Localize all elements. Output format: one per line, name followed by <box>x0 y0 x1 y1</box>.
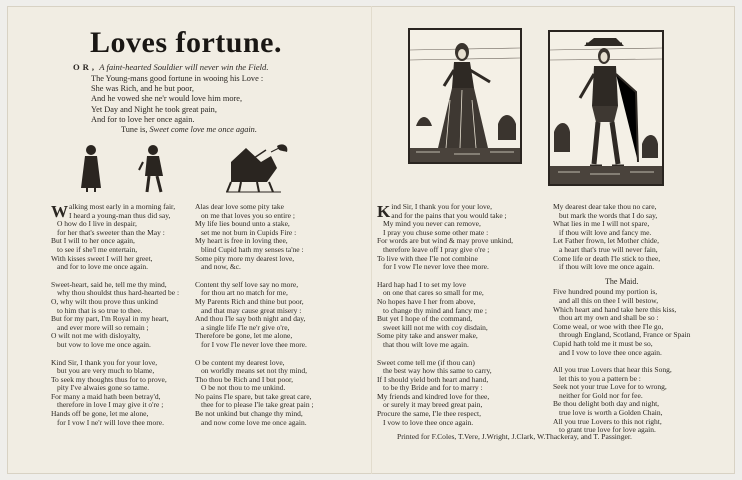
verse-line: Therefore be gone, let me alone, <box>195 331 293 341</box>
intro-line: And he vowed she ne'r would love him more, <box>91 94 243 104</box>
section-heading: The Maid. <box>605 276 639 286</box>
verse-line: Some pity more my dearest love, <box>195 253 295 263</box>
verse-line: My mind you never can remove, <box>383 219 481 229</box>
verse-line: neither for Gold nor for fee. <box>559 390 643 400</box>
verse-line: through England, Scotland, France or Spain <box>559 330 691 340</box>
verse-line: sweet kill not me with coy disdain, <box>383 322 488 332</box>
verse-line: I pray you chuse some other mate : <box>383 227 489 237</box>
verse-line: Cupid hath told me it must be so, <box>553 338 653 348</box>
verse-line: For many a maid hath been betray'd, <box>51 391 161 401</box>
verse-line: My dearest dear take thou no care, <box>553 202 657 211</box>
woman-woodcut-icon <box>408 28 522 164</box>
verse-line: true love is worth a Golden Chain, <box>559 408 663 418</box>
verse-line: Five hundred pound my portion is, <box>553 287 658 297</box>
verse-line: All you true Lovers that hear this Song, <box>553 365 672 375</box>
text-column-1 <box>51 203 179 436</box>
tune-label: Tune is, <box>121 125 148 135</box>
verse-line: My life lies bound unto a stake, <box>195 219 290 229</box>
verse-line: on me that loves you so entire ; <box>201 210 295 220</box>
verse-line: the best way how this same to carry, <box>383 366 492 376</box>
verse-line: for I vow I ne'r will love thee more. <box>57 417 164 427</box>
verse-line: thee for to please I'le take great pain ; <box>201 400 314 410</box>
tune-line <box>91 125 263 135</box>
verse-line: and now, &c. <box>201 262 241 272</box>
verse-line: What lies in me I will not spare, <box>553 219 650 229</box>
verse-line: Alas dear love some pity take <box>195 202 284 211</box>
verse-line: for I vow I'le never love thee more. <box>383 262 489 272</box>
stanza <box>195 281 314 350</box>
text-column-2 <box>195 203 314 436</box>
verse-line: Hands off be gone, let me alone, <box>51 409 149 419</box>
verse-line: O be content my dearest love, <box>195 357 285 367</box>
intro-block <box>91 74 263 135</box>
verse-line: No hopes have I her from above, <box>377 296 476 306</box>
verse-line: But I will to her once again, <box>51 236 135 246</box>
printer-imprint: Printed for F.Coles, T.Vere, J.Wright, J.Clark, W.Thackeray, and T. Passinger. <box>397 432 632 442</box>
verse-line: Some pity take and answer make, <box>377 331 478 341</box>
stanza <box>51 203 179 272</box>
stanza <box>553 288 690 357</box>
verse-line: and for to love me once again. <box>57 262 149 272</box>
verse-line: Come weal, or woe with thee I'le go, <box>553 321 664 331</box>
verse-line: If I should yield both heart and hand, <box>377 374 489 384</box>
verse-line: and I vow to love thee once again. <box>559 347 662 357</box>
broadside-sheet <box>7 6 735 474</box>
verse-line: But for my part, I'm Royal in my heart, <box>51 314 169 324</box>
verse-line: For words are but wind & may prove unkind, <box>377 236 514 246</box>
verse-line: why thou shouldst thus hard-hearted be : <box>57 288 180 298</box>
verse-line: Come life or death I'le stick to thee, <box>553 253 661 263</box>
verse-line: blind Cupid hath my senses ta'ne : <box>201 244 304 254</box>
intro-line: Yet Day and Night he took great pain, <box>91 104 217 114</box>
page-title: Loves fortune. <box>90 26 282 59</box>
verse-line: on worldly means set not thy mind, <box>201 366 308 376</box>
verse-line: and now come love me once again. <box>201 417 307 427</box>
verse-line: Hard hap had I to set my love <box>377 279 466 289</box>
verse-line: to change thy mind and fancy me ; <box>383 305 487 315</box>
stanza <box>553 366 690 435</box>
verse-line: Let Father frown, let Mother chide, <box>553 236 660 246</box>
cavalier-woodcut-icon <box>548 30 664 186</box>
verse-line: Be thou delight both day and night, <box>553 399 660 409</box>
verse-line: to see if she'l me entertain, <box>57 244 138 254</box>
stanza <box>51 359 179 428</box>
verse-line: O, why wilt thou prove thus unkind <box>51 296 158 306</box>
verse-line: for thou art no match for me, <box>201 288 288 298</box>
verse-line: My heart is free in loving thee, <box>195 236 288 246</box>
verse-line: ind Sir, I thank you for your love, <box>391 202 492 211</box>
verse-line: set me not burn in Cupids Fire : <box>201 227 297 237</box>
verse-line: O be not thou to me unkind. <box>201 383 286 393</box>
verse-line: All you true Lovers to this not right, <box>553 416 662 426</box>
intro-line: And for to love her once again. <box>91 114 195 124</box>
stanza <box>195 359 314 428</box>
fold-line <box>371 6 372 474</box>
verse-line: With kisses sweet I will her greet, <box>51 253 153 263</box>
verse-line: therefore in love I may give it o're ; <box>57 400 164 410</box>
verse-line: therefore leave off I pray give o're ; <box>383 244 490 254</box>
verse-line: and all this on thee I will bestow, <box>559 295 659 305</box>
verse-line: or surely it may breed great pain, <box>383 400 483 410</box>
stanza <box>195 203 314 272</box>
verse-line: Sweet come tell me (if thou can) <box>377 357 475 367</box>
verse-line: a heart that's true will never fain, <box>559 244 658 254</box>
verse-line: for I vow I'le never love thee more. <box>201 339 307 349</box>
stanza <box>553 203 690 272</box>
verse-line: but vow to love me once again. <box>57 339 151 349</box>
intro-line: The Young-mans good fortune in wooing his Love : <box>91 74 264 83</box>
verse-line: I heard a young-man thus did say, <box>69 210 171 220</box>
verse-line: and that may cause great misery : <box>201 305 302 315</box>
verse-line: Be not unkind but change thy mind, <box>195 409 303 419</box>
verse-line: if thou wilt love and fancy me. <box>559 227 652 237</box>
verse-line: Procure the same, I'le thee respect, <box>377 409 482 419</box>
verse-line: a single life I'le ne'r give o're, <box>201 322 290 332</box>
verse-line: To seek my thoughts thus for to prove, <box>51 374 167 384</box>
verse-line: but mark the words that I do say, <box>559 210 658 220</box>
verse-line: if thou wilt love me once again. <box>559 262 655 272</box>
subtitle <box>73 62 269 72</box>
verse-line: Content thy self love say no more, <box>195 279 299 289</box>
verse-line: to grant true love for love again. <box>559 425 656 435</box>
subtitle-text: A faint-hearted Souldier will never win the Field. <box>99 62 269 72</box>
verse-line: O how do I live in despair, <box>57 219 137 229</box>
intro-line: She was Rich, and he but poor, <box>91 84 194 94</box>
verse-line: Which heart and hand take here this kiss, <box>553 304 677 314</box>
verse-line: Seek not your true Love for to wrong, <box>553 382 667 392</box>
verse-line: on one that cares so small for me, <box>383 288 484 298</box>
verse-line: Kind Sir, I thank you for your love, <box>51 357 158 367</box>
verse-line: O wilt not me with disloyalty, <box>51 331 141 341</box>
verse-line: let this to you a pattern be : <box>559 373 641 383</box>
verse-line: To live with thee I'le not combine <box>377 253 478 263</box>
small-figures-woodcut-icon <box>81 142 291 207</box>
drop-cap: K <box>377 202 391 221</box>
verse-line: alking most early in a morning fair, <box>69 202 176 211</box>
verse-line: and ever more will so remain ; <box>57 322 149 332</box>
drop-cap: W <box>51 202 68 221</box>
verse-line: but you are very much to blame, <box>57 366 155 376</box>
verse-line: pity I've alwaies gone so tame. <box>57 383 150 393</box>
subtitle-lead: OR, <box>73 62 98 72</box>
verse-line: to be thy Bride and for to marry : <box>383 383 483 393</box>
verse-line: thou art my own and shall be so : <box>559 313 659 323</box>
verse-line: Tho thou be Rich and I but poor, <box>195 374 294 384</box>
verse-line: and for the pains that you would take ; <box>391 210 507 220</box>
verse-line: My Parents Rich and thine but poor, <box>195 296 304 306</box>
verse-line: But yet I hope of the command, <box>377 314 473 324</box>
verse-line: And thou I'le say both night and day, <box>195 314 306 324</box>
verse-line: for her that's sweeter than the May : <box>57 227 165 237</box>
verse-line: Sweet-heart, said he, tell me thy mind, <box>51 279 167 289</box>
verse-line: to him that is so true to thee. <box>57 305 143 315</box>
verse-line: No pains I'le spare, but take great care, <box>195 391 312 401</box>
verse-line: I vow to love thee once again. <box>383 417 474 427</box>
verse-line: that thou wilt love me again. <box>383 339 469 349</box>
tune-name: Sweet come love me once again. <box>149 125 257 135</box>
verse-line: My friends and kindred love for thee, <box>377 391 490 401</box>
text-column-4 <box>553 203 690 444</box>
stanza <box>51 281 179 350</box>
